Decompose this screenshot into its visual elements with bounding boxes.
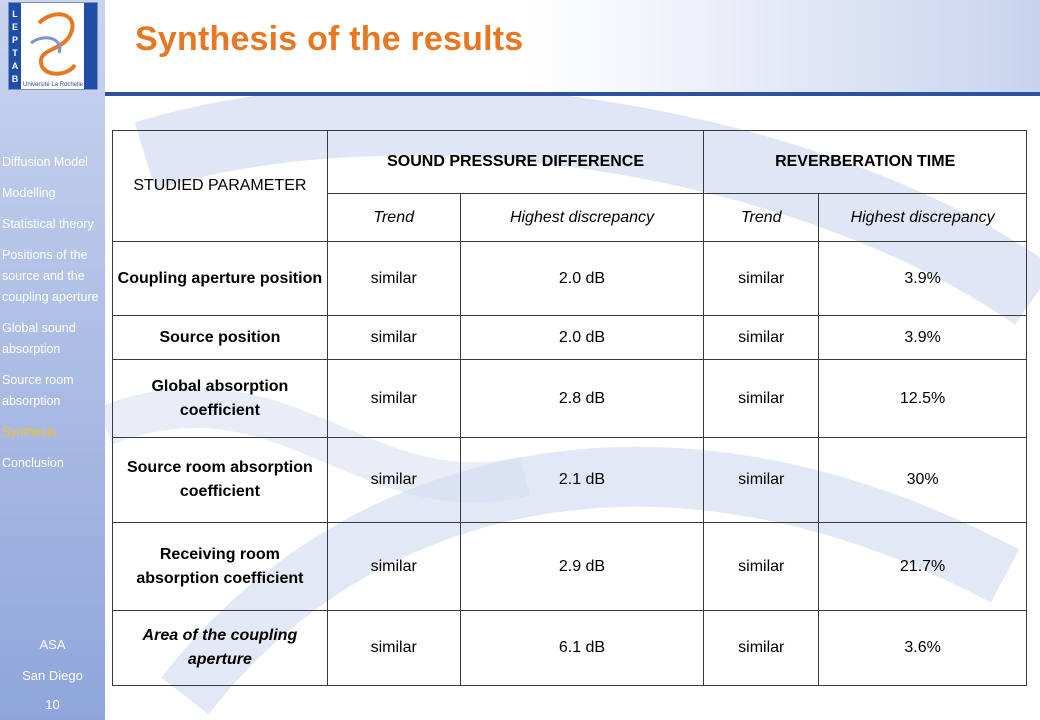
subheader-spd-trend: Trend xyxy=(327,194,460,242)
cell-rt-discrepancy: 3.9% xyxy=(819,242,1027,316)
sidebar-item-source-room-absorption[interactable]: Source room absorption xyxy=(2,373,74,408)
svg-text:Université La Rochelle: Université La Rochelle xyxy=(22,82,84,88)
cell-spd-discrepancy: 2.1 dB xyxy=(460,438,704,523)
table-row xyxy=(113,611,1027,686)
svg-text:B: B xyxy=(11,74,19,84)
sidebar-item-positions[interactable]: Positions of the source and the coupling aperture xyxy=(2,248,99,304)
row-parameter: Receiving room absorption coefficient xyxy=(113,523,328,611)
results-table xyxy=(112,130,1027,686)
header-sound-pressure-difference: SOUND PRESSURE DIFFERENCE xyxy=(327,131,704,194)
cell-spd-trend: similar xyxy=(327,242,460,316)
table-header-row xyxy=(113,131,1027,194)
svg-text:P: P xyxy=(11,35,19,45)
cell-spd-trend: similar xyxy=(327,611,460,686)
sidebar-nav xyxy=(0,152,108,484)
svg-text:A: A xyxy=(11,61,19,71)
footer-city: San Diego xyxy=(22,668,83,683)
svg-text:L: L xyxy=(12,9,18,19)
leptab-logo xyxy=(8,2,98,90)
footer-page-number: 10 xyxy=(45,697,60,712)
page-title: Synthesis of the results xyxy=(135,20,524,58)
table-row xyxy=(113,438,1027,523)
sidebar-item-global-sound-absorption[interactable]: Global sound absorption xyxy=(2,321,76,356)
leptab-logo-graphic xyxy=(9,3,97,89)
sidebar-item-diffusion-model[interactable]: Diffusion Model xyxy=(2,155,88,169)
table-row xyxy=(113,242,1027,316)
row-parameter: Area of the coupling aperture xyxy=(113,611,328,686)
sidebar-item-statistical-theory[interactable]: Statistical theory xyxy=(2,217,94,231)
cell-rt-discrepancy: 3.6% xyxy=(819,611,1027,686)
header-studied-parameter: STUDIED PARAMETER xyxy=(113,131,328,242)
subheader-spd-discrepancy: Highest discrepancy xyxy=(460,194,704,242)
cell-rt-trend: similar xyxy=(704,360,819,438)
cell-rt-discrepancy: 21.7% xyxy=(819,523,1027,611)
cell-rt-trend: similar xyxy=(704,438,819,523)
cell-spd-trend: similar xyxy=(327,316,460,360)
table-row xyxy=(113,316,1027,360)
cell-rt-trend: similar xyxy=(704,523,819,611)
cell-rt-trend: similar xyxy=(704,611,819,686)
sidebar-item-synthesis[interactable]: Synthesis xyxy=(2,425,57,439)
cell-rt-trend: similar xyxy=(704,316,819,360)
cell-spd-trend: similar xyxy=(327,438,460,523)
cell-spd-discrepancy: 6.1 dB xyxy=(460,611,704,686)
cell-rt-discrepancy: 3.9% xyxy=(819,316,1027,360)
row-parameter: Source room absorption coefficient xyxy=(113,438,328,523)
header-reverberation-time: REVERBERATION TIME xyxy=(704,131,1027,194)
svg-text:E: E xyxy=(11,22,19,32)
svg-text:T: T xyxy=(12,48,18,58)
row-parameter: Coupling aperture position xyxy=(113,242,328,316)
row-parameter: Global absorption coefficient xyxy=(113,360,328,438)
row-parameter: Source position xyxy=(113,316,328,360)
table-row xyxy=(113,523,1027,611)
subheader-rt-trend: Trend xyxy=(704,194,819,242)
sidebar-item-modelling[interactable]: Modelling xyxy=(2,186,56,200)
cell-rt-trend: similar xyxy=(704,242,819,316)
cell-spd-discrepancy: 2.9 dB xyxy=(460,523,704,611)
cell-spd-trend: similar xyxy=(327,523,460,611)
cell-rt-discrepancy: 30% xyxy=(819,438,1027,523)
cell-spd-discrepancy: 2.0 dB xyxy=(460,316,704,360)
footer-org: ASA xyxy=(39,637,66,652)
cell-spd-discrepancy: 2.0 dB xyxy=(460,242,704,316)
table-row xyxy=(113,360,1027,438)
cell-spd-discrepancy: 2.8 dB xyxy=(460,360,704,438)
sidebar-item-conclusion[interactable]: Conclusion xyxy=(2,456,64,470)
cell-rt-discrepancy: 12.5% xyxy=(819,360,1027,438)
cell-spd-trend: similar xyxy=(327,360,460,438)
subheader-rt-discrepancy: Highest discrepancy xyxy=(819,194,1027,242)
